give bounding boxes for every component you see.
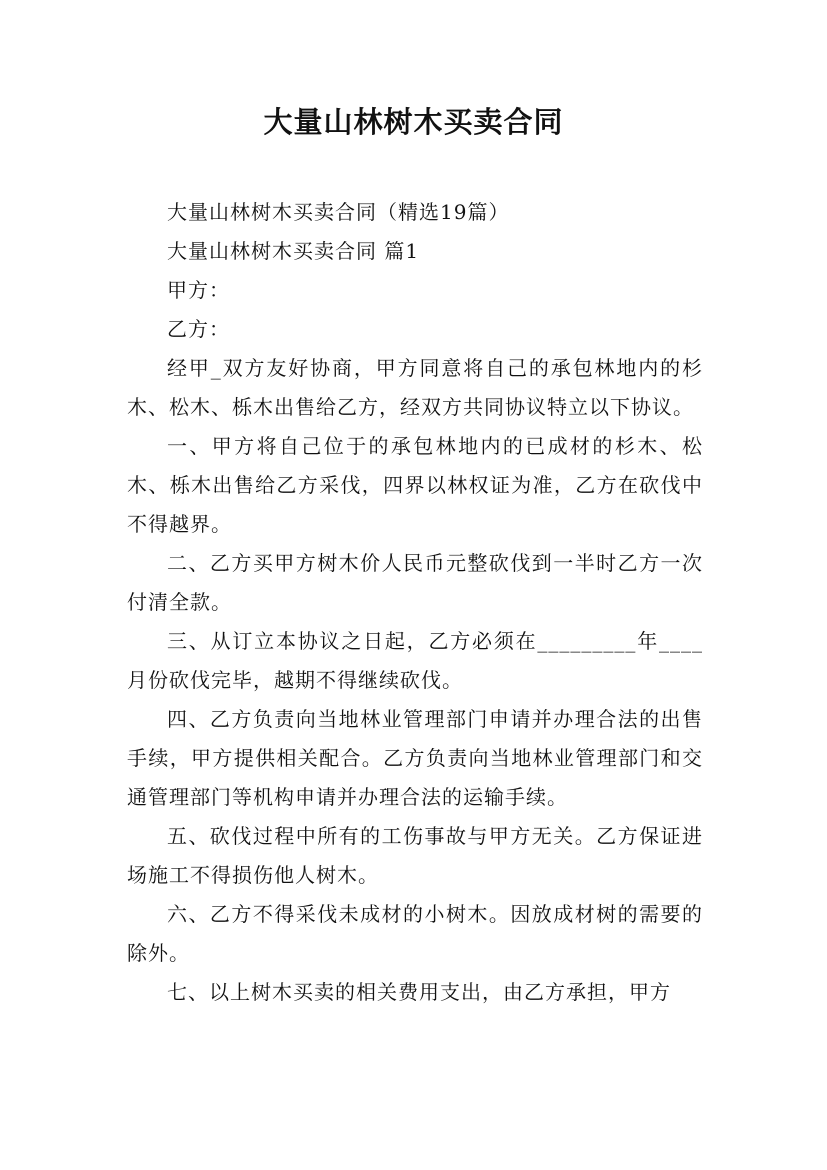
paragraph-party-b: 乙方： (167, 317, 230, 341)
document-title: 大量山林树木买卖合同 (263, 105, 564, 139)
paragraph-clause-3: 三、从订立本协议之日起，乙方必须在_________年____月份砍伐完毕，越期不得继续砍伐。 (127, 629, 703, 692)
paragraph-preamble: 经甲_双方友好协商，甲方同意将自己的承包林地内的杉木、松木、栎木出售给乙方，经双方共同协议特立以下协议。 (127, 356, 703, 419)
paragraph-subtitle: 大量山林树木买卖合同（精选19篇） (167, 200, 510, 224)
paragraph-clause-6: 六、乙方不得采伐未成材的小树木。因放成材树的需要的除外。 (127, 902, 703, 965)
paragraph-section-heading: 大量山林树木买卖合同 篇1 (167, 239, 420, 263)
paragraph-party-a: 甲方： (167, 278, 230, 302)
paragraph-clause-4: 四、乙方负责向当地林业管理部门申请并办理合法的出售手续，甲方提供相关配合。乙方负责向当地林业管理部门和交通管理部门等机构申请并办理合法的运输手续。 (127, 707, 703, 809)
paragraph-clause-7: 七、以上树木买卖的相关费用支出，由乙方承担，甲方 (167, 980, 671, 1004)
paragraph-clause-1: 一、甲方将自己位于的承包林地内的已成材的杉木、松木、栎木出售给乙方采伐，四界以林权证为准，乙方在砍伐中不得越界。 (127, 434, 703, 536)
paragraph-clause-5: 五、砍伐过程中所有的工伤事故与甲方无关。乙方保证进场施工不得损伤他人树木。 (127, 824, 703, 887)
document-body (127, 193, 703, 1012)
paragraph-clause-2: 二、乙方买甲方树木价人民币元整砍伐到一半时乙方一次付清全款。 (127, 551, 703, 614)
